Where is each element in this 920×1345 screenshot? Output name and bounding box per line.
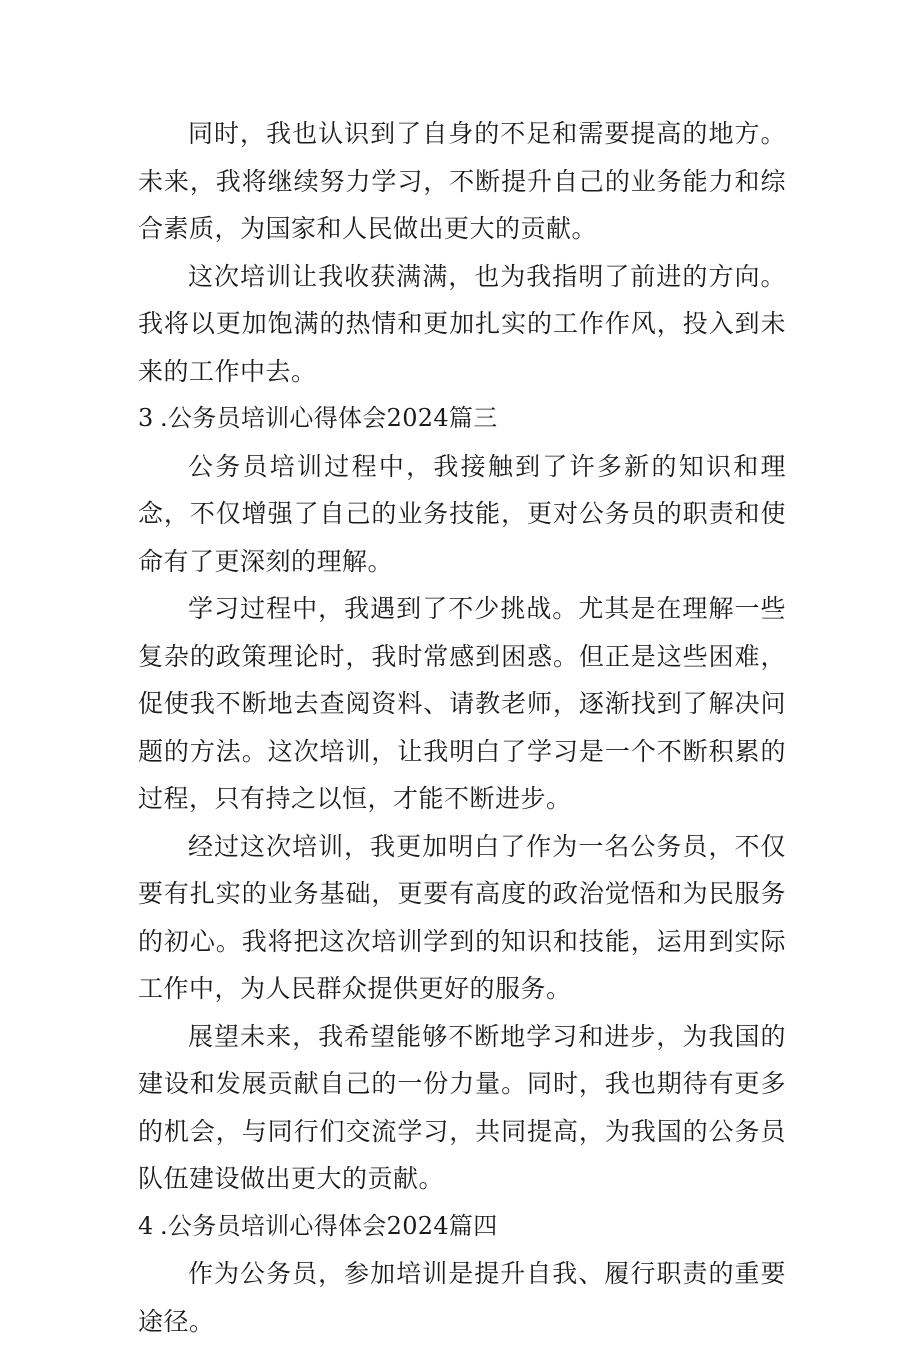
section-title: .公务员培训心得体会2024篇三 xyxy=(160,404,498,432)
paragraph-4: 学习过程中，我遇到了不少挑战。尤其是在理解一些复杂的政策理论时，我时常感到困惑。但正是这些困难，促使我不断地去查阅资料、请教老师，逐渐找到了解决问题的方法。这次培训，让我明白了学习是一个不断积累的过程，只有持之以恒，才能不断进步。 xyxy=(138,594,786,813)
paragraph-5: 经过这次培训，我更加明白了作为一名公务员，不仅要有扎实的业务基础，更要有高度的政治觉悟和为民服务的初心。我将把这次培训学到的知识和技能，运用到实际工作中，为人民群众提供更好的服务。 xyxy=(138,831,786,1003)
paragraph-7: 作为公务员，参加培训是提升自我、履行职责的重要途径。 xyxy=(138,1259,786,1336)
paragraph-6: 展望未来，我希望能够不断地学习和进步，为我国的建设和发展贡献自己的一份力量。同时，我也期待有更多的机会，与同行们交流学习，共同提高，为我国的公务员队伍建设做出更大的贡献。 xyxy=(138,1021,786,1193)
paragraph-3: 公务员培训过程中，我接触到了许多新的知识和理念，不仅增强了自己的业务技能，更对公务员的职责和使命有了更深刻的理解。 xyxy=(138,451,786,576)
section-number: 4 xyxy=(138,1211,154,1240)
paragraph-1: 同时，我也认识到了自身的不足和需要提高的地方。未来，我将继续努力学习，不断提升自己的业务能力和综合素质，为国家和人民做出更大的贡献。 xyxy=(138,119,786,243)
section-heading-3 xyxy=(138,395,786,443)
paragraph-2: 这次培训让我收获满满，也为我指明了前进的方向。我将以更加饱满的热情和更加扎实的工作作风，投入到未来的工作中去。 xyxy=(138,261,786,386)
section-title: .公务员培训心得体会2024篇四 xyxy=(160,1211,498,1240)
section-heading-4 xyxy=(138,1203,786,1251)
section-number: 3 xyxy=(138,404,154,432)
document-page xyxy=(138,110,786,1345)
